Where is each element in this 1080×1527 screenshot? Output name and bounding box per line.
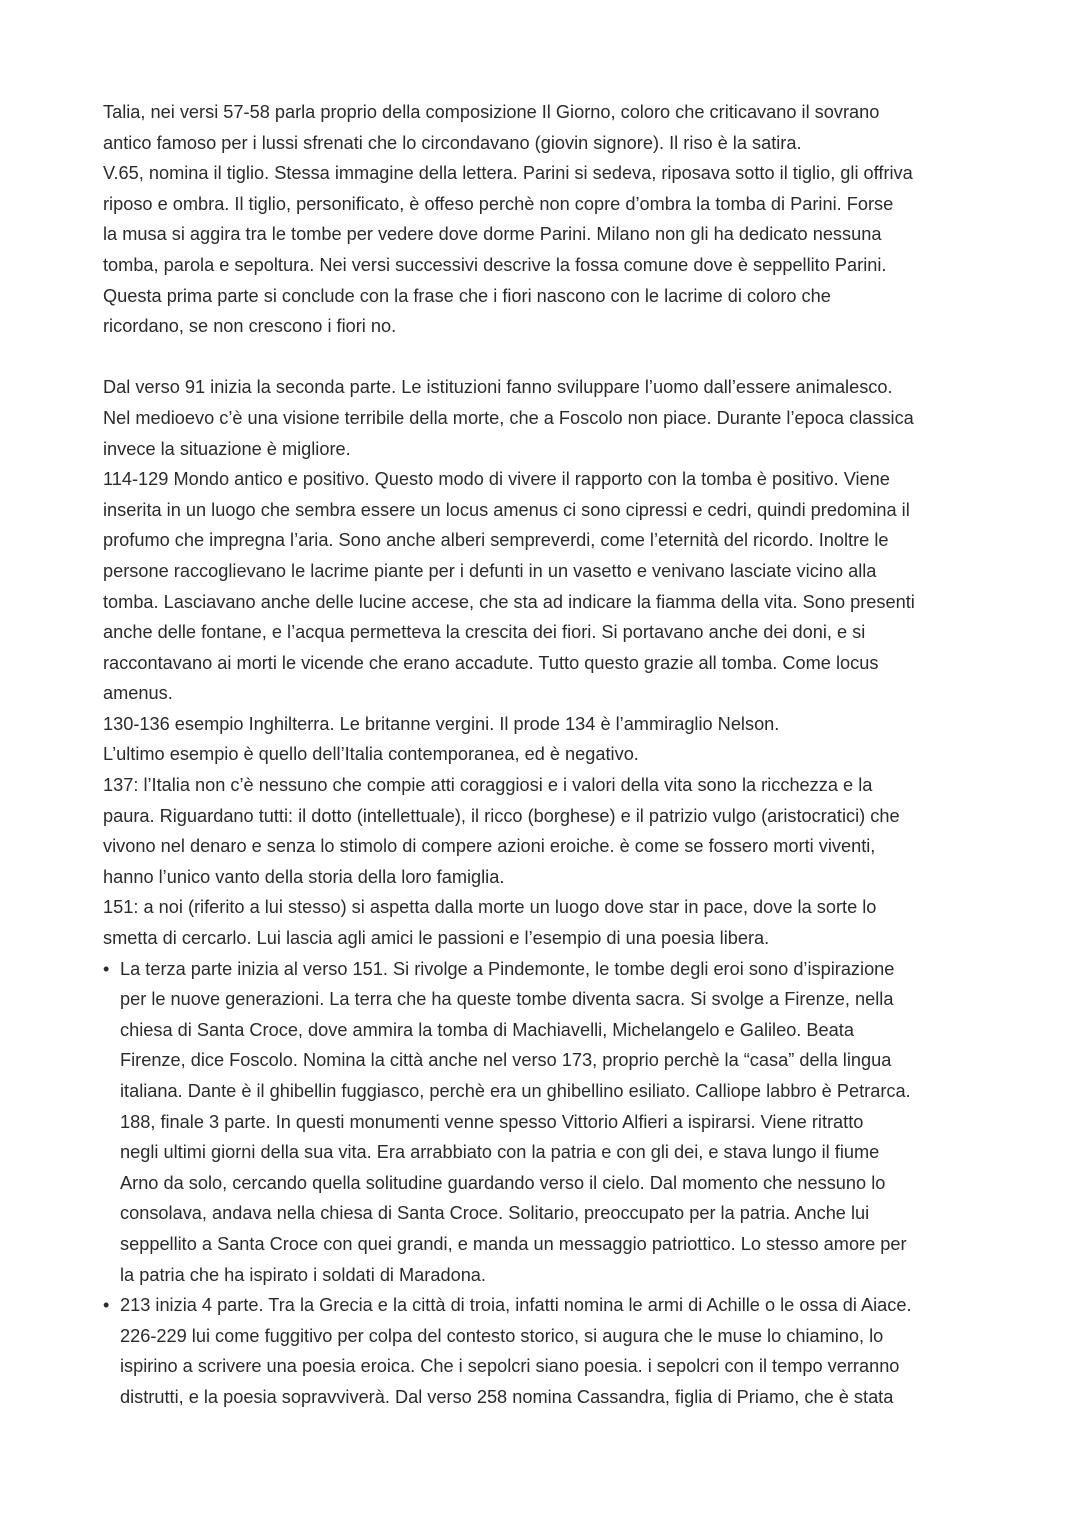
text-line: consolava, andava nella chiesa di Santa Croce. Solitario, preoccupato per la patria. Anche lui — [120, 1203, 870, 1224]
text-line: paura. Riguardano tutti: il dotto (intellettuale), il ricco (borghese) e il patrizio vulgo (aristocratici) che — [103, 805, 900, 826]
text-line: Arno da solo, cercando quella solitudine guardando verso il cielo. Dal momento che nessuno lo — [120, 1172, 886, 1193]
text-line: • La terza parte inizia al verso 151. Si rivolge a Pindemonte, le tombe degli eroi sono d’ispirazione — [120, 958, 895, 979]
document-page — [103, 97, 983, 1413]
text-line: invece la situazione è migliore. — [103, 438, 351, 459]
text-line: 226-229 lui come fuggitivo per colpa del contesto storico, si augura che le muse lo chiamino, lo — [120, 1325, 884, 1346]
text-line: negli ultimi giorni della sua vita. Era arrabbiato con la patria e con gli dei, e stava lungo il fiume — [120, 1142, 880, 1163]
text-line: tomba. Lasciavano anche delle lucine accese, che sta ad indicare la fiamma della vita. Sono presenti — [103, 591, 915, 612]
text-line: Nel medioevo c’è una visione terribile della morte, che a Foscolo non piace. Durante l’epoca classica — [103, 407, 914, 428]
text-line: Firenze, dice Foscolo. Nomina la città anche nel verso 173, proprio perchè la “casa” della lingua — [120, 1050, 892, 1071]
text-line: 151: a noi (riferito a lui stesso) si aspetta dalla morte un luogo dove star in pace, dove la sorte lo — [103, 897, 877, 918]
text-line: chiesa di Santa Croce, dove ammira la tomba di Machiavelli, Michelangelo e Galileo. Beata — [120, 1019, 854, 1040]
text-line: riposo e ombra. Il tiglio, personificato, è offeso perchè non copre d’ombra la tomba di Parini. Forse — [103, 193, 894, 214]
bullet-list — [103, 954, 983, 1413]
bullet-item — [103, 954, 983, 1291]
text-line: profumo che impregna l’aria. Sono anche alberi sempreverdi, come l’eternità del ricordo. Inoltre le — [103, 530, 889, 551]
text-line: • 213 inizia 4 parte. Tra la Grecia e la città di troia, infatti nomina le armi di Achille o le ossa di Aiace. — [120, 1295, 912, 1316]
text-line: raccontavano ai morti le vicende che erano accadute. Tutto questo grazie all tomba. Come locus — [103, 652, 879, 673]
text-line: L’ultimo esempio è quello dell’Italia contemporanea, ed è negativo. — [103, 744, 639, 765]
text-line: tomba, parola e sepoltura. Nei versi successivi descrive la fossa comune dove è seppellito Parini. — [103, 254, 887, 275]
paragraph — [103, 97, 983, 342]
text-line: 114-129 Mondo antico e positivo. Questo modo di vivere il rapporto con la tomba è positivo. Viene — [103, 469, 890, 490]
text-line: Dal verso 91 inizia la seconda parte. Le istituzioni fanno sviluppare l’uomo dall’essere animalesco. — [103, 377, 893, 398]
text-line: 188, finale 3 parte. In questi monumenti venne spesso Vittorio Alfieri a ispirarsi. Viene ritratto — [120, 1111, 864, 1132]
text-line: vivono nel denaro e senza lo stimolo di compere azioni eroiche. è come se fossero morti viventi, — [103, 836, 876, 857]
text-line: italiana. Dante è il ghibellin fuggiasco, perchè era un ghibellino esiliato. Calliope labbro è Petrarca. — [120, 1081, 911, 1101]
text-line: persone raccoglievano le lacrime piante per i defunti in un vasetto e venivano lasciate vicino alla — [103, 560, 877, 581]
text-line: la patria che ha ispirato i soldati di Maradona. — [120, 1264, 486, 1285]
text-line: Questa prima parte si conclude con la frase che i fiori nascono con le lacrime di coloro che — [103, 285, 831, 306]
text-line: ispirino a scrivere una poesia eroica. Che i sepolcri siano poesia. i sepolcri con il tempo verranno — [120, 1356, 900, 1377]
text-line: hanno l’unico vanto della storia della loro famiglia. — [103, 866, 505, 887]
text-line: per le nuove generazioni. La terra che ha queste tombe diventa sacra. Si svolge a Firenze, nella — [120, 989, 894, 1010]
text-line: amenus. — [103, 683, 173, 704]
text-line: 137: l’Italia non c’è nessuno che compie atti coraggiosi e i valori della vita sono la ricchezza e la — [103, 775, 873, 796]
paragraph — [103, 372, 983, 953]
text-line: V.65, nomina il tiglio. Stessa immagine della lettera. Parini si sedeva, riposava sotto il tiglio, gli offriva — [103, 163, 913, 184]
text-line: anche delle fontane, e l’acqua permetteva la crescita dei fiori. Si portavano anche dei doni, e si — [103, 622, 866, 643]
text-line: seppellito a Santa Croce con quei grandi, e manda un messaggio patriottico. Lo stesso amore per — [120, 1233, 907, 1254]
text-line: inserita in un luogo che sembra essere un locus amenus ci sono cipressi e cedri, quindi predomina il — [103, 499, 910, 520]
paragraph-spacer — [103, 342, 983, 373]
text-line: ricordano, se non crescono i fiori no. — [103, 316, 397, 337]
text-line: la musa si aggira tra le tombe per vedere dove dorme Parini. Milano non gli ha dedicato nessuna — [103, 224, 882, 245]
text-line: Talia, nei versi 57-58 parla proprio della composizione Il Giorno, coloro che criticavano il sovrano — [103, 102, 880, 122]
text-line: smetta di cercarlo. Lui lascia agli amici le passioni e l’esempio di una poesia libera. — [103, 928, 770, 949]
text-line: antico famoso per i lussi sfrenati che lo circondavano (giovin signore). Il riso è la satira. — [103, 132, 802, 153]
text-line: 130-136 esempio Inghilterra. Le britanne vergini. Il prode 134 è l’ammiraglio Nelson. — [103, 713, 780, 734]
bullet-item — [103, 1290, 983, 1412]
text-line: distrutti, e la poesia sopravviverà. Dal verso 258 nomina Cassandra, figlia di Priamo, che è stata — [120, 1386, 894, 1407]
